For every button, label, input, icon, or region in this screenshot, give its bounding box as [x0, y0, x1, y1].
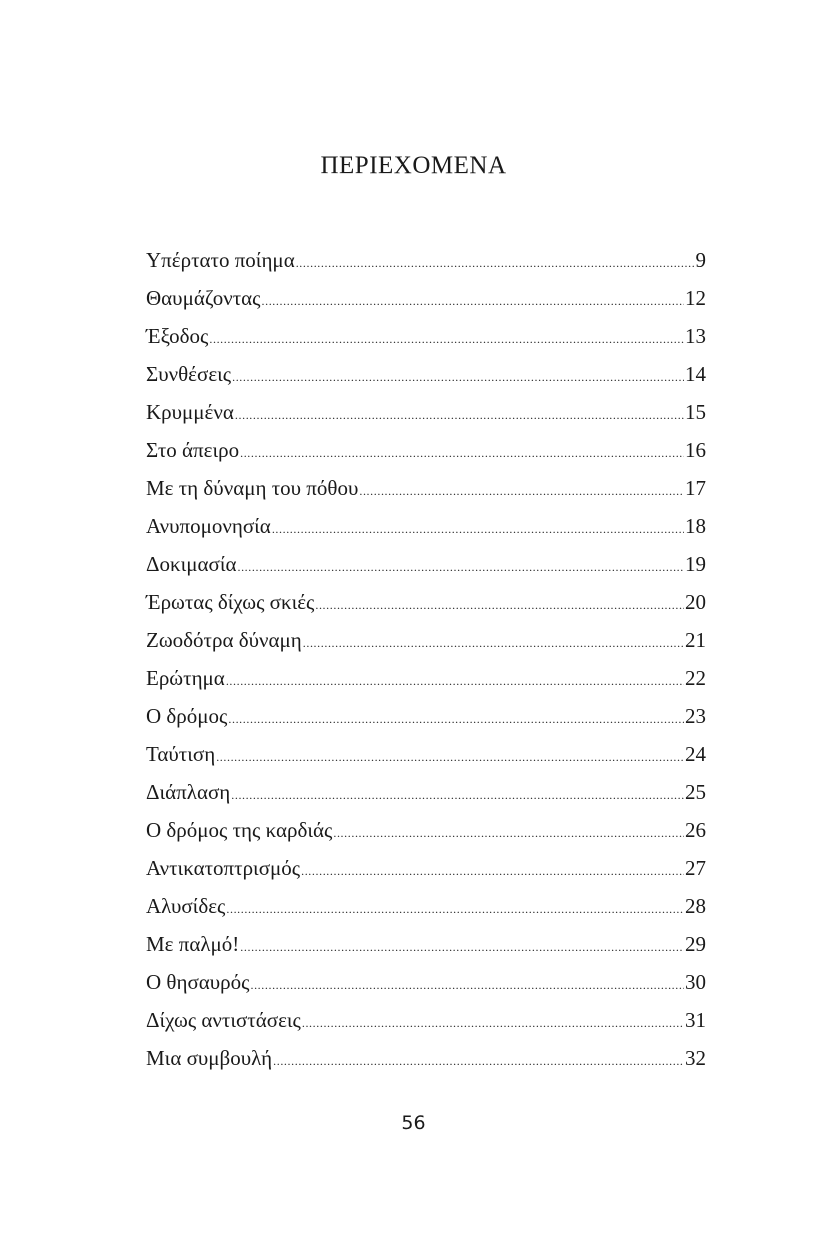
- toc-entry-title: Διάπλαση: [146, 780, 231, 804]
- toc-entry: [146, 932, 706, 970]
- toc-entry-title: Θαυμάζοντας: [146, 286, 261, 310]
- toc-entry: [146, 704, 706, 742]
- toc-entry: [146, 476, 706, 514]
- dot-leader: [226, 674, 684, 689]
- dot-leader: [240, 940, 684, 955]
- toc-entry: [146, 1008, 706, 1046]
- toc-entry: [146, 552, 706, 590]
- toc-entry-page: 21: [685, 628, 706, 652]
- toc-entry-page: 15: [685, 400, 706, 424]
- toc-entry: [146, 324, 706, 362]
- dot-leader: [250, 978, 684, 993]
- toc-entry-page: 31: [685, 1008, 706, 1032]
- toc-entry-page: 24: [685, 742, 706, 766]
- toc-entry-page: 20: [685, 590, 706, 614]
- toc-entry-title: Ζωοδότρα δύναμη: [146, 628, 302, 652]
- dot-leader: [302, 1016, 684, 1031]
- toc-entry-title: Συνθέσεις: [146, 362, 232, 386]
- toc-entry: [146, 666, 706, 704]
- toc-entry: [146, 856, 706, 894]
- page-title: ΠΕΡΙΕΧΟΜΕΝΑ: [320, 152, 507, 179]
- toc-entry: [146, 742, 706, 780]
- dot-leader: [262, 294, 685, 309]
- toc-entry: [146, 590, 706, 628]
- toc-entry-title: Με παλμό!: [146, 932, 240, 956]
- toc-entry-page: 14: [685, 362, 706, 386]
- toc-entry-title: Αλυσίδες: [146, 894, 226, 918]
- toc-entry-title: Μια συμβουλή: [146, 1046, 273, 1070]
- dot-leader: [303, 636, 684, 651]
- toc-entry: [146, 818, 706, 856]
- toc-entry-title: Ανυπομονησία: [146, 514, 271, 538]
- dot-leader: [216, 750, 684, 765]
- toc-entry-title: Έξοδος: [146, 324, 209, 348]
- toc-entry-title: Ο δρόμος: [146, 704, 228, 728]
- dot-leader: [301, 864, 684, 879]
- toc-entry-page: 30: [685, 970, 706, 994]
- toc-entry: [146, 894, 706, 932]
- toc-entry-title: Δοκιμασία: [146, 552, 237, 576]
- toc-entry: [146, 628, 706, 666]
- toc-entry-page: 16: [685, 438, 706, 462]
- toc-entry-title: Στο άπειρο: [146, 438, 240, 462]
- toc-entry-title: Ταύτιση: [146, 742, 216, 766]
- toc-entry: [146, 362, 706, 400]
- dot-leader: [272, 522, 684, 537]
- toc-entry: [146, 438, 706, 476]
- dot-leader: [226, 902, 684, 917]
- toc-entry: [146, 248, 706, 286]
- toc-entry-page: 13: [685, 324, 706, 348]
- toc-entry-page: 19: [685, 552, 706, 576]
- toc-entry-title: Έρωτας δίχως σκιές: [146, 590, 315, 614]
- toc-entry-page: 9: [695, 248, 706, 272]
- dot-leader: [333, 826, 684, 841]
- dot-leader: [296, 256, 695, 271]
- dot-leader: [315, 598, 684, 613]
- toc-entry: [146, 514, 706, 552]
- toc-entry-page: 18: [685, 514, 706, 538]
- toc-entry-page: 25: [685, 780, 706, 804]
- dot-leader: [235, 408, 684, 423]
- dot-leader: [228, 712, 684, 727]
- toc-entry-title: Κρυμμένα: [146, 400, 234, 424]
- dot-leader: [209, 332, 684, 347]
- dot-leader: [359, 484, 684, 499]
- toc-entry: [146, 1046, 706, 1084]
- dot-leader: [240, 446, 684, 461]
- toc-entry-title: Ο θησαυρός: [146, 970, 250, 994]
- toc-entry: [146, 400, 706, 438]
- toc-entry-page: 26: [685, 818, 706, 842]
- toc-entry-page: 17: [685, 476, 706, 500]
- toc-entry-page: 27: [685, 856, 706, 880]
- toc-entry-title: Ο δρόμος της καρδιάς: [146, 818, 333, 842]
- toc-entry-title: Υπέρτατο ποίημα: [146, 248, 295, 272]
- toc-entry-page: 22: [685, 666, 706, 690]
- toc-entry: [146, 970, 706, 1008]
- toc-entry-page: 12: [685, 286, 706, 310]
- toc-entry-title: Αντικατοπτρισμός: [146, 856, 301, 880]
- toc-entry-title: Ερώτημα: [146, 666, 225, 690]
- toc-entry-title: Με τη δύναμη του πόθου: [146, 476, 359, 500]
- dot-leader: [273, 1054, 684, 1069]
- toc-entry: [146, 780, 706, 818]
- toc-entry-title: Δίχως αντιστάσεις: [146, 1008, 301, 1032]
- toc-entry: [146, 286, 706, 324]
- page-number: 56: [401, 1112, 426, 1134]
- dot-leader: [237, 560, 684, 575]
- toc-entry-page: 23: [685, 704, 706, 728]
- table-of-contents: [146, 248, 706, 1084]
- toc-entry-page: 29: [685, 932, 706, 956]
- dot-leader: [232, 370, 684, 385]
- toc-entry-page: 32: [685, 1046, 706, 1070]
- dot-leader: [231, 788, 684, 803]
- toc-entry-page: 28: [685, 894, 706, 918]
